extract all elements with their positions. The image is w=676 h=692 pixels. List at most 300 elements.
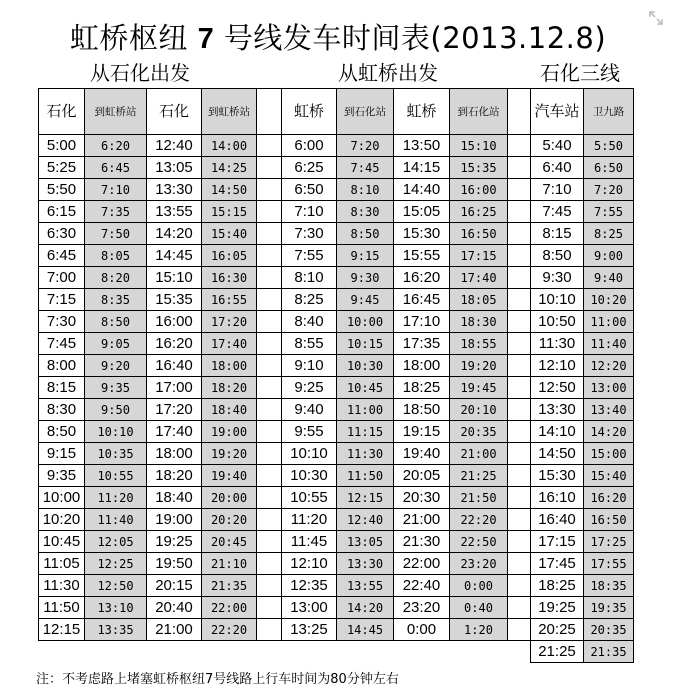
time-cell: 20:45 bbox=[202, 531, 257, 553]
column-gap bbox=[257, 311, 282, 333]
time-cell: 16:20 bbox=[394, 267, 450, 289]
time-cell: 6:50 bbox=[282, 179, 337, 201]
time-cell: 11:40 bbox=[584, 333, 634, 355]
time-cell: 6:45 bbox=[85, 157, 147, 179]
time-cell: 20:00 bbox=[202, 487, 257, 509]
column-gap bbox=[508, 619, 531, 641]
time-cell: 19:00 bbox=[147, 509, 202, 531]
time-cell: 14:20 bbox=[584, 421, 634, 443]
time-cell: 21:00 bbox=[147, 619, 202, 641]
time-cell: 20:20 bbox=[202, 509, 257, 531]
time-cell: 7:50 bbox=[85, 223, 147, 245]
time-cell: 18:00 bbox=[202, 355, 257, 377]
empty-cell bbox=[508, 641, 531, 663]
column-gap bbox=[508, 531, 531, 553]
empty-cell bbox=[147, 641, 202, 663]
time-cell: 11:30 bbox=[531, 333, 584, 355]
empty-cell bbox=[450, 641, 508, 663]
table-row bbox=[39, 465, 634, 487]
time-cell: 11:20 bbox=[85, 487, 147, 509]
time-cell: 17:20 bbox=[147, 399, 202, 421]
table-row bbox=[39, 443, 634, 465]
time-cell: 9:55 bbox=[282, 421, 337, 443]
column-header: 石化 bbox=[147, 89, 202, 135]
time-cell: 7:55 bbox=[282, 245, 337, 267]
time-cell: 12:20 bbox=[584, 355, 634, 377]
time-cell: 10:10 bbox=[85, 421, 147, 443]
time-cell: 9:15 bbox=[39, 443, 85, 465]
column-gap bbox=[508, 355, 531, 377]
column-gap bbox=[257, 135, 282, 157]
time-cell: 18:00 bbox=[394, 355, 450, 377]
group-shihua-line3: 石化三线 bbox=[540, 61, 620, 85]
group-from-shihua: 从石化出发 bbox=[90, 61, 190, 85]
time-cell: 11:15 bbox=[337, 421, 394, 443]
time-cell: 8:50 bbox=[39, 421, 85, 443]
time-cell: 12:50 bbox=[531, 377, 584, 399]
time-cell: 19:40 bbox=[394, 443, 450, 465]
time-cell: 14:50 bbox=[531, 443, 584, 465]
time-cell: 13:05 bbox=[337, 531, 394, 553]
time-cell: 8:50 bbox=[531, 245, 584, 267]
table-row bbox=[39, 201, 634, 223]
time-cell: 21:00 bbox=[450, 443, 508, 465]
footnote: 注：不考虑路上堵塞虹桥枢纽7号线路上行车时间为80分钟左右 bbox=[36, 672, 399, 687]
time-cell: 14:20 bbox=[147, 223, 202, 245]
time-cell: 13:35 bbox=[85, 619, 147, 641]
column-gap bbox=[257, 597, 282, 619]
time-cell: 8:25 bbox=[282, 289, 337, 311]
time-cell: 16:50 bbox=[450, 223, 508, 245]
column-header: 虹桥 bbox=[282, 89, 337, 135]
time-cell: 16:20 bbox=[147, 333, 202, 355]
column-gap bbox=[257, 531, 282, 553]
time-cell: 9:00 bbox=[584, 245, 634, 267]
column-gap bbox=[257, 245, 282, 267]
time-cell: 10:20 bbox=[39, 509, 85, 531]
time-cell: 15:15 bbox=[202, 201, 257, 223]
time-cell: 12:10 bbox=[531, 355, 584, 377]
time-cell: 12:25 bbox=[85, 553, 147, 575]
time-cell: 14:20 bbox=[337, 597, 394, 619]
time-cell: 9:25 bbox=[282, 377, 337, 399]
column-gap bbox=[508, 487, 531, 509]
time-cell: 8:00 bbox=[39, 355, 85, 377]
time-cell: 19:45 bbox=[450, 377, 508, 399]
column-header: 虹桥 bbox=[394, 89, 450, 135]
time-cell: 8:50 bbox=[337, 223, 394, 245]
column-gap bbox=[508, 223, 531, 245]
time-cell: 10:30 bbox=[282, 465, 337, 487]
time-cell: 19:35 bbox=[584, 597, 634, 619]
time-cell: 9:40 bbox=[584, 267, 634, 289]
time-cell: 14:45 bbox=[147, 245, 202, 267]
time-cell: 15:30 bbox=[531, 465, 584, 487]
empty-cell bbox=[394, 641, 450, 663]
time-cell: 13:10 bbox=[85, 597, 147, 619]
table-row bbox=[39, 311, 634, 333]
column-gap bbox=[508, 509, 531, 531]
time-cell: 6:30 bbox=[39, 223, 85, 245]
column-gap bbox=[508, 267, 531, 289]
column-gap bbox=[257, 509, 282, 531]
time-cell: 10:10 bbox=[282, 443, 337, 465]
empty-cell bbox=[337, 641, 394, 663]
time-cell: 21:30 bbox=[394, 531, 450, 553]
time-cell: 5:00 bbox=[39, 135, 85, 157]
column-gap bbox=[508, 399, 531, 421]
time-cell: 7:10 bbox=[282, 201, 337, 223]
table-row bbox=[39, 355, 634, 377]
time-cell: 18:40 bbox=[147, 487, 202, 509]
time-cell: 17:35 bbox=[394, 333, 450, 355]
time-cell: 22:20 bbox=[202, 619, 257, 641]
column-header: 到虹桥站 bbox=[85, 89, 147, 135]
time-cell: 20:10 bbox=[450, 399, 508, 421]
time-cell: 9:30 bbox=[531, 267, 584, 289]
time-cell: 10:00 bbox=[39, 487, 85, 509]
time-cell: 8:30 bbox=[39, 399, 85, 421]
time-cell: 7:35 bbox=[85, 201, 147, 223]
group-from-hongqiao: 从虹桥出发 bbox=[338, 61, 438, 85]
time-cell: 9:30 bbox=[337, 267, 394, 289]
time-cell: 12:05 bbox=[85, 531, 147, 553]
time-cell: 19:50 bbox=[147, 553, 202, 575]
time-cell: 15:30 bbox=[394, 223, 450, 245]
column-gap bbox=[508, 333, 531, 355]
time-cell: 22:00 bbox=[394, 553, 450, 575]
time-cell: 18:20 bbox=[202, 377, 257, 399]
time-cell: 20:25 bbox=[531, 619, 584, 641]
time-cell: 11:20 bbox=[282, 509, 337, 531]
time-cell: 9:10 bbox=[282, 355, 337, 377]
time-cell: 12:35 bbox=[282, 575, 337, 597]
time-cell: 22:00 bbox=[202, 597, 257, 619]
time-cell: 13:30 bbox=[531, 399, 584, 421]
time-cell: 12:50 bbox=[85, 575, 147, 597]
time-cell: 10:35 bbox=[85, 443, 147, 465]
time-cell: 12:15 bbox=[39, 619, 85, 641]
time-cell: 6:15 bbox=[39, 201, 85, 223]
time-cell: 10:30 bbox=[337, 355, 394, 377]
time-cell: 10:55 bbox=[282, 487, 337, 509]
column-gap bbox=[508, 179, 531, 201]
table-row bbox=[39, 509, 634, 531]
time-cell: 18:20 bbox=[147, 465, 202, 487]
time-cell: 17:55 bbox=[584, 553, 634, 575]
time-cell: 16:05 bbox=[202, 245, 257, 267]
time-cell: 20:35 bbox=[584, 619, 634, 641]
time-cell: 9:35 bbox=[39, 465, 85, 487]
empty-cell bbox=[39, 641, 85, 663]
time-cell: 8:15 bbox=[39, 377, 85, 399]
table-row-extra bbox=[39, 641, 634, 663]
time-cell: 20:40 bbox=[147, 597, 202, 619]
time-cell: 11:50 bbox=[337, 465, 394, 487]
column-gap bbox=[257, 89, 282, 135]
time-cell: 21:00 bbox=[394, 509, 450, 531]
time-cell: 16:30 bbox=[202, 267, 257, 289]
time-cell: 8:10 bbox=[282, 267, 337, 289]
column-gap bbox=[257, 465, 282, 487]
time-cell: 9:05 bbox=[85, 333, 147, 355]
column-gap bbox=[508, 553, 531, 575]
column-header: 到虹桥站 bbox=[202, 89, 257, 135]
title-line-number: 7 bbox=[197, 23, 215, 55]
time-cell: 7:10 bbox=[85, 179, 147, 201]
time-cell: 14:10 bbox=[531, 421, 584, 443]
time-cell: 13:50 bbox=[394, 135, 450, 157]
time-cell: 19:00 bbox=[202, 421, 257, 443]
table-row bbox=[39, 421, 634, 443]
time-cell: 17:00 bbox=[147, 377, 202, 399]
time-cell: 17:40 bbox=[202, 333, 257, 355]
time-cell: 0:00 bbox=[450, 575, 508, 597]
time-cell: 16:40 bbox=[531, 509, 584, 531]
time-cell: 0:00 bbox=[394, 619, 450, 641]
time-cell: 13:05 bbox=[147, 157, 202, 179]
time-cell: 14:00 bbox=[202, 135, 257, 157]
time-cell: 9:40 bbox=[282, 399, 337, 421]
time-cell: 7:20 bbox=[337, 135, 394, 157]
time-cell: 15:35 bbox=[147, 289, 202, 311]
column-header: 到石化站 bbox=[450, 89, 508, 135]
time-cell: 16:25 bbox=[450, 201, 508, 223]
time-cell: 12:10 bbox=[282, 553, 337, 575]
column-gap bbox=[508, 421, 531, 443]
table-row bbox=[39, 575, 634, 597]
time-cell: 15:10 bbox=[450, 135, 508, 157]
empty-cell bbox=[202, 641, 257, 663]
table-row bbox=[39, 245, 634, 267]
table-row bbox=[39, 399, 634, 421]
time-cell: 8:40 bbox=[282, 311, 337, 333]
time-cell: 5:50 bbox=[584, 135, 634, 157]
time-cell: 14:50 bbox=[202, 179, 257, 201]
time-cell: 8:50 bbox=[85, 311, 147, 333]
time-cell: 15:40 bbox=[584, 465, 634, 487]
time-cell: 7:30 bbox=[39, 311, 85, 333]
time-cell: 7:20 bbox=[584, 179, 634, 201]
time-cell: 20:35 bbox=[450, 421, 508, 443]
time-cell: 8:30 bbox=[337, 201, 394, 223]
time-cell: 12:15 bbox=[337, 487, 394, 509]
table-row bbox=[39, 619, 634, 641]
time-cell: 16:20 bbox=[584, 487, 634, 509]
time-cell: 18:40 bbox=[202, 399, 257, 421]
table-row bbox=[39, 553, 634, 575]
time-cell: 9:45 bbox=[337, 289, 394, 311]
time-cell: 6:50 bbox=[584, 157, 634, 179]
time-cell: 10:50 bbox=[531, 311, 584, 333]
column-gap bbox=[257, 267, 282, 289]
time-cell: 15:55 bbox=[394, 245, 450, 267]
time-cell: 10:20 bbox=[584, 289, 634, 311]
time-cell: 15:10 bbox=[147, 267, 202, 289]
column-gap bbox=[508, 311, 531, 333]
time-cell: 16:45 bbox=[394, 289, 450, 311]
time-cell: 21:35 bbox=[584, 641, 634, 663]
time-cell: 18:05 bbox=[450, 289, 508, 311]
time-cell: 9:35 bbox=[85, 377, 147, 399]
column-gap bbox=[257, 157, 282, 179]
time-cell: 8:10 bbox=[337, 179, 394, 201]
column-gap bbox=[508, 465, 531, 487]
table-row bbox=[39, 487, 634, 509]
time-cell: 8:35 bbox=[85, 289, 147, 311]
time-cell: 18:35 bbox=[584, 575, 634, 597]
column-gap bbox=[508, 135, 531, 157]
time-cell: 10:10 bbox=[531, 289, 584, 311]
time-cell: 0:40 bbox=[450, 597, 508, 619]
time-cell: 7:30 bbox=[282, 223, 337, 245]
time-cell: 9:15 bbox=[337, 245, 394, 267]
time-cell: 18:25 bbox=[394, 377, 450, 399]
time-cell: 18:30 bbox=[450, 311, 508, 333]
column-gap bbox=[257, 355, 282, 377]
time-cell: 18:00 bbox=[147, 443, 202, 465]
column-gap bbox=[257, 333, 282, 355]
column-gap bbox=[257, 289, 282, 311]
time-cell: 19:15 bbox=[394, 421, 450, 443]
time-cell: 21:50 bbox=[450, 487, 508, 509]
time-cell: 13:55 bbox=[337, 575, 394, 597]
column-header: 到石化站 bbox=[337, 89, 394, 135]
time-cell: 23:20 bbox=[450, 553, 508, 575]
column-gap bbox=[257, 399, 282, 421]
time-cell: 5:50 bbox=[39, 179, 85, 201]
empty-cell bbox=[85, 641, 147, 663]
time-cell: 7:45 bbox=[337, 157, 394, 179]
column-gap bbox=[508, 377, 531, 399]
time-cell: 13:00 bbox=[282, 597, 337, 619]
empty-cell bbox=[282, 641, 337, 663]
time-cell: 13:55 bbox=[147, 201, 202, 223]
time-cell: 19:20 bbox=[202, 443, 257, 465]
column-gap bbox=[508, 443, 531, 465]
time-cell: 7:10 bbox=[531, 179, 584, 201]
time-cell: 16:40 bbox=[147, 355, 202, 377]
title-suffix: 号线发车时间表(2013.12.8) bbox=[223, 21, 607, 55]
table-row bbox=[39, 223, 634, 245]
time-cell: 19:40 bbox=[202, 465, 257, 487]
time-cell: 18:50 bbox=[394, 399, 450, 421]
time-cell: 20:30 bbox=[394, 487, 450, 509]
time-cell: 16:00 bbox=[450, 179, 508, 201]
time-cell: 11:00 bbox=[584, 311, 634, 333]
column-header: 汽车站 bbox=[531, 89, 584, 135]
table-row bbox=[39, 267, 634, 289]
time-cell: 13:00 bbox=[584, 377, 634, 399]
time-cell: 17:40 bbox=[450, 267, 508, 289]
time-cell: 6:25 bbox=[282, 157, 337, 179]
time-cell: 11:45 bbox=[282, 531, 337, 553]
time-cell: 8:25 bbox=[584, 223, 634, 245]
time-cell: 18:25 bbox=[531, 575, 584, 597]
time-cell: 21:35 bbox=[202, 575, 257, 597]
time-cell: 10:45 bbox=[337, 377, 394, 399]
time-cell: 8:55 bbox=[282, 333, 337, 355]
column-gap bbox=[508, 575, 531, 597]
column-gap bbox=[257, 201, 282, 223]
time-cell: 19:25 bbox=[147, 531, 202, 553]
table-row bbox=[39, 377, 634, 399]
time-cell: 1:20 bbox=[450, 619, 508, 641]
time-cell: 12:40 bbox=[147, 135, 202, 157]
time-cell: 6:45 bbox=[39, 245, 85, 267]
time-cell: 17:10 bbox=[394, 311, 450, 333]
time-cell: 14:15 bbox=[394, 157, 450, 179]
time-cell: 20:15 bbox=[147, 575, 202, 597]
time-cell: 11:50 bbox=[39, 597, 85, 619]
table-row bbox=[39, 531, 634, 553]
time-cell: 18:55 bbox=[450, 333, 508, 355]
column-gap bbox=[508, 245, 531, 267]
time-cell: 17:45 bbox=[531, 553, 584, 575]
time-cell: 8:15 bbox=[531, 223, 584, 245]
time-cell: 8:20 bbox=[85, 267, 147, 289]
time-cell: 15:40 bbox=[202, 223, 257, 245]
table-row bbox=[39, 333, 634, 355]
time-cell: 10:45 bbox=[39, 531, 85, 553]
time-cell: 7:45 bbox=[531, 201, 584, 223]
time-cell: 17:25 bbox=[584, 531, 634, 553]
time-cell: 11:00 bbox=[337, 399, 394, 421]
column-header: 石化 bbox=[39, 89, 85, 135]
time-cell: 22:50 bbox=[450, 531, 508, 553]
time-cell: 19:20 bbox=[450, 355, 508, 377]
time-cell: 17:15 bbox=[450, 245, 508, 267]
time-cell: 5:40 bbox=[531, 135, 584, 157]
column-gap bbox=[257, 443, 282, 465]
timetable bbox=[38, 88, 634, 663]
time-cell: 7:55 bbox=[584, 201, 634, 223]
column-gap bbox=[257, 553, 282, 575]
header-row bbox=[39, 89, 634, 135]
time-cell: 15:00 bbox=[584, 443, 634, 465]
time-cell: 5:25 bbox=[39, 157, 85, 179]
column-gap bbox=[508, 89, 531, 135]
table-row bbox=[39, 157, 634, 179]
column-gap bbox=[257, 421, 282, 443]
time-cell: 10:15 bbox=[337, 333, 394, 355]
table-row bbox=[39, 135, 634, 157]
time-cell: 13:25 bbox=[282, 619, 337, 641]
column-gap bbox=[508, 597, 531, 619]
time-cell: 17:40 bbox=[147, 421, 202, 443]
table-row bbox=[39, 597, 634, 619]
time-cell: 10:00 bbox=[337, 311, 394, 333]
column-gap bbox=[257, 377, 282, 399]
time-cell: 16:50 bbox=[584, 509, 634, 531]
time-cell: 14:25 bbox=[202, 157, 257, 179]
page-title bbox=[0, 17, 676, 59]
time-cell: 21:25 bbox=[450, 465, 508, 487]
time-cell: 7:00 bbox=[39, 267, 85, 289]
time-cell: 7:45 bbox=[39, 333, 85, 355]
column-gap bbox=[257, 179, 282, 201]
time-cell: 12:40 bbox=[337, 509, 394, 531]
time-cell: 14:45 bbox=[337, 619, 394, 641]
time-cell: 21:25 bbox=[531, 641, 584, 663]
time-cell: 9:50 bbox=[85, 399, 147, 421]
time-cell: 13:30 bbox=[147, 179, 202, 201]
time-cell: 17:20 bbox=[202, 311, 257, 333]
time-cell: 13:30 bbox=[337, 553, 394, 575]
time-cell: 21:10 bbox=[202, 553, 257, 575]
column-gap bbox=[508, 289, 531, 311]
time-cell: 11:30 bbox=[39, 575, 85, 597]
